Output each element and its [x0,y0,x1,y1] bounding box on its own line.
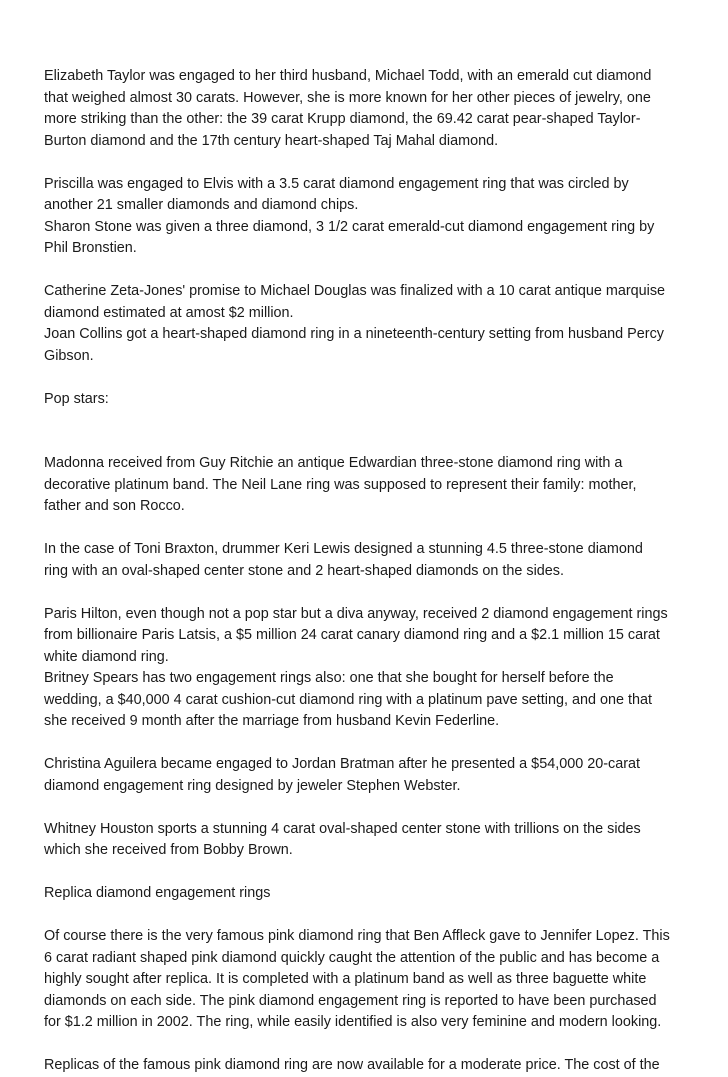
text-line: father and son Rocco. [44,498,185,514]
text-line: Madonna received from Guy Ritchie an antique Edwardian three-stone diamond ring with a [44,455,623,471]
text-line: Of course there is the very famous pink diamond ring that Ben Affleck gave to Jennifer Lopez. This [44,928,670,944]
paragraph-spears [44,668,694,733]
text-line: In the case of Toni Braxton, drummer Keri Lewis designed a stunning 4.5 three-stone diamond [44,541,643,557]
section-heading-pop-stars [44,389,694,411]
text-line: for $1.2 million in 2002. The ring, while easily identified is also very feminine and modern looking. [44,1014,662,1030]
text-line: wedding, a $40,000 4 carat cushion-cut diamond ring with a platinum pave setting, and one that [44,691,652,708]
paragraph-priscilla [44,174,694,217]
text-line: Joan Collins got a heart-shaped diamond ring in a nineteenth-century setting from husband Percy [44,326,664,342]
text-line: diamond engagement ring designed by jeweler Stephen Webster. [44,777,461,794]
paragraph-pink-diamond [44,926,694,1034]
text-line: Replica diamond engagement rings [44,885,271,901]
text-line: another 21 smaller diamonds and diamond chips. [44,197,359,213]
blank-line [44,410,694,432]
document-page [44,66,694,1077]
text-line: 6 carat radiant shaped pink diamond quickly caught the attention of the public and has become a [44,949,660,966]
text-line: Burton diamond and the 17th century heart-shaped Taj Mahal diamond. [44,132,499,149]
text-line: ring with an oval-shaped center stone and 2 heart-shaped diamonds on the sides. [44,562,564,579]
text-line: Paris Hilton, even though not a pop star but a diva anyway, received 2 diamond engagement rings [44,605,668,622]
text-line: white diamond ring. [44,648,169,665]
text-line: Christina Aguilera became engaged to Jordan Bratman after he presented a $54,000 20-carat [44,756,640,772]
paragraph-stone [44,217,694,260]
paragraph-zeta-jones [44,281,694,324]
paragraph-aguilera [44,754,694,797]
text-line: diamond estimated at amost $2 million. [44,304,294,321]
text-line: Whitney Houston sports a stunning 4 carat oval-shaped center stone with trillions on the sides [44,820,641,837]
text-line: Priscilla was engaged to Elvis with a 3.5 carat diamond engagement ring that was circled by [44,175,629,192]
section-heading-replica-rings [44,883,694,905]
paragraph-replicas-price [44,1055,694,1077]
text-line: from billionaire Paris Latsis, a $5 million 24 carat canary diamond ring and a $2.1 million 15 carat [44,627,660,643]
text-line: Replicas of the famous pink diamond ring are now available for a moderate price. The cost of the [44,1057,660,1073]
text-line: more striking than the other: the 39 carat Krupp diamond, the 69.42 carat pear-shaped Taylor- [44,111,641,127]
text-line: decorative platinum band. The Neil Lane ring was supposed to represent their family: mother, [44,476,637,493]
text-line: she received 9 month after the marriage from husband Kevin Federline. [44,713,500,729]
text-line: Britney Spears has two engagement rings also: one that she bought for herself before the [44,670,614,686]
text-line: which she received from Bobby Brown. [44,842,293,858]
text-line: that weighed almost 30 carats. However, she is more known for her other pieces of jewelry, one [44,89,651,106]
paragraph-braxton [44,539,694,582]
blank-line [44,432,694,454]
text-line: diamonds on each side. The pink diamond engagement ring is reported to have been purchased [44,992,657,1009]
paragraph-houston [44,819,694,862]
text-line: Pop stars: [44,390,109,407]
paragraph-taylor [44,66,694,152]
paragraph-hilton [44,604,694,669]
text-line: Sharon Stone was given a three diamond, 3 1/2 carat emerald-cut diamond engagement ring by [44,218,655,235]
paragraph-madonna [44,453,694,518]
text-line: Gibson. [44,347,94,364]
text-line: highly sought after replica. It is completed with a platinum band as well as three baguette white [44,971,647,987]
text-line: Catherine Zeta-Jones' promise to Michael Douglas was finalized with a 10 carat antique marquise [44,283,666,299]
paragraph-collins [44,324,694,367]
text-line: Elizabeth Taylor was engaged to her third husband, Michael Todd, with an emerald cut diamond [44,68,652,84]
text-line: Phil Bronstien. [44,240,137,256]
